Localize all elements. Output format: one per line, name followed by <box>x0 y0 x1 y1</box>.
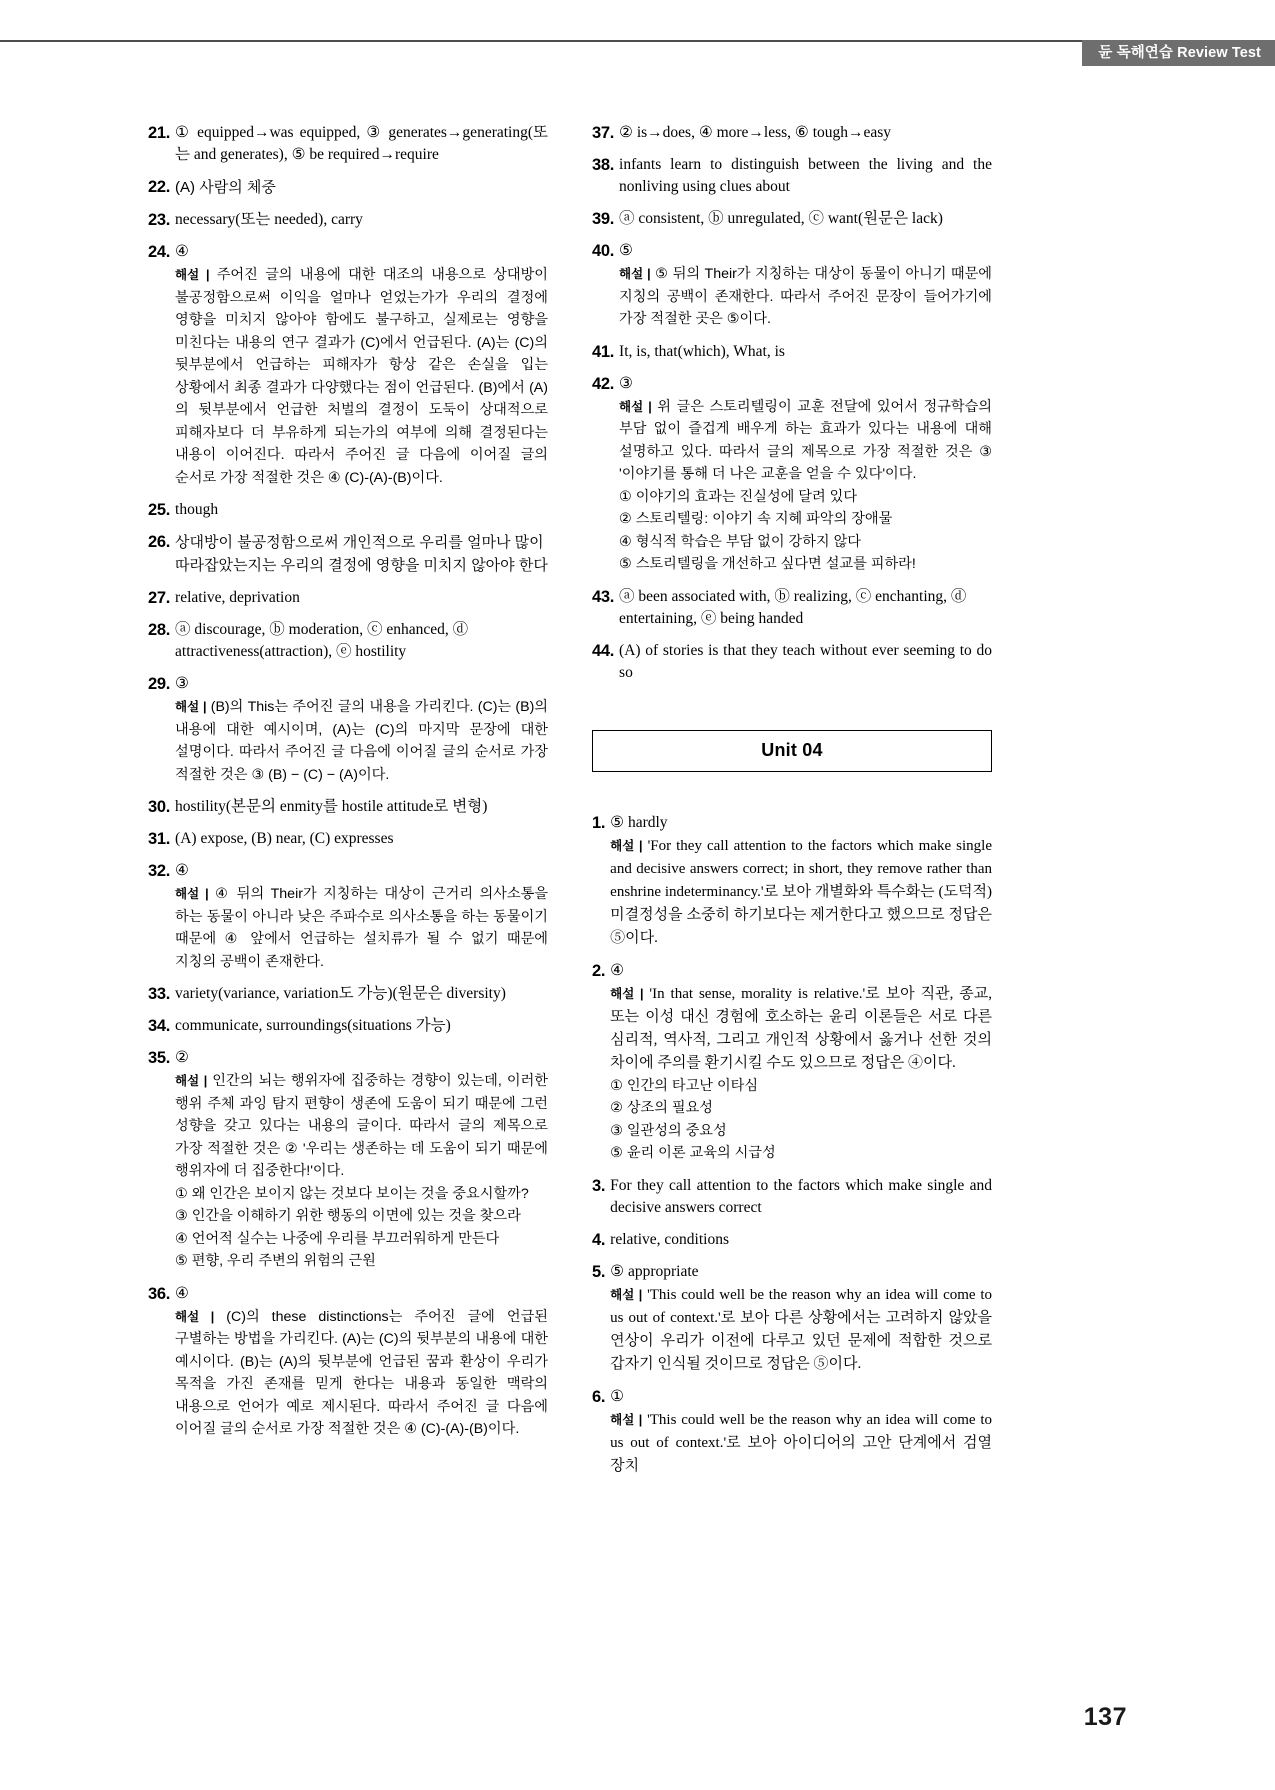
option-list <box>619 486 992 576</box>
answer-text: ③ <box>619 374 633 392</box>
answer-text: hostility(본문의 enmity를 hostile attitude로 변형) <box>175 798 488 815</box>
answer-text: ⓐ discourage, ⓑ moderation, ⓒ enhanced, ⓓ attractiveness(attraction), ⓔ hostility <box>175 621 469 660</box>
answer-text: For they call attention to the factors which make single and decisive answers correct <box>610 1176 992 1216</box>
answer-item-number: 40. <box>592 242 615 260</box>
answer-item-number: 29. <box>148 675 171 693</box>
explanation-block <box>175 264 548 489</box>
explanation-label: 해설 | <box>610 986 644 1001</box>
explanation-block <box>175 883 548 973</box>
content-columns <box>148 122 1128 1488</box>
answer-item-body <box>619 154 992 198</box>
answer-item-body <box>619 122 992 144</box>
left-column <box>148 122 548 1488</box>
right-column <box>592 122 992 1488</box>
answer-text: infants learn to distinguish between the living and the nonliving using clues about <box>619 156 992 195</box>
explanation-label: 해설 | <box>175 1309 215 1324</box>
explanation-block <box>175 696 548 786</box>
explanation-block <box>619 263 992 331</box>
answer-item-body <box>175 1047 548 1273</box>
option-list <box>175 1183 548 1273</box>
answer-item-body <box>175 209 548 231</box>
explanation-text: (B)의 This는 주어진 글의 내용을 가리킨다. (C)는 (B)의 내용에 대한 예시이며, (A)는 (C)의 마지막 문장에 대한 설명이다. 따라서 주어진 글 다음에 이어질 글의 순서로 가장 적절한 것은 ③ (B) − (C) − (A)이다. <box>175 699 548 783</box>
answer-text: though <box>175 501 219 518</box>
explanation-text: 'For they call attention to the factors which make single and decisive answers correct; in short, they remove rather than enshrine indeterminancy.'로 보아 개별화와 특수화는 (도덕적) 미결정성을 소중히 하기보다는 제거한다고 했으므로 정답은 ⑤이다. <box>610 837 992 946</box>
explanation-label: 해설 | <box>610 1412 643 1427</box>
unit-heading-box <box>592 730 992 772</box>
explanation-text: 인간의 뇌는 행위자에 집중하는 경향이 있는데, 이러한 행위 주체 과잉 탐지 편향이 생존에 도움이 되기 때문에 그런 성향을 갖고 있다는 내용의 글이다. 따라서 글의 제목으로 가장 적절한 것은 ② '우리는 생존하는 데 도움이 되기 때문에 행위자에 더 집중한다!'이다. <box>175 1073 548 1179</box>
answer-text: ① equipped→was equipped, ③ generates→generating(또는 and generates), ⑤ be required→require <box>175 124 548 163</box>
answer-item-number: 28. <box>148 621 171 639</box>
answer-item-body <box>619 586 992 630</box>
answer-text: ④ <box>610 961 625 979</box>
explanation-label: 해설 | <box>619 267 651 281</box>
option-item: ③ 인간을 이해하기 위한 행동의 이면에 있는 것을 찾으라 <box>175 1208 521 1224</box>
answer-item-body <box>619 208 992 230</box>
answer-item-number: 32. <box>148 862 171 880</box>
option-item: ⑤ 편향, 우리 주변의 위험의 근원 <box>175 1253 376 1269</box>
explanation-text: (C)의 these distinctions는 주어진 글에 언급된 구별하는 방법을 가리킨다. (A)는 (C)의 뒷부분의 내용에 대한 예시이다. (B)는 (A)의 뒷부분에 언급된 꿈과 환상이 우리가 목적을 가진 존재를 믿게 한다는 내용과 동일한 맥락의 내용으로 언어가 예로 제시된다. 따라서 주어진 글 다음에 이어질 글의 순서로 가장 적절한 것은 ④ (C)-(A)-(B)이다. <box>175 1308 548 1437</box>
option-item: ⑤ 스토리텔링을 개선하고 싶다면 설교를 피하라! <box>619 556 916 572</box>
answer-item-number: 41. <box>592 342 615 361</box>
answer-text: ④ <box>175 243 189 260</box>
explanation-label: 해설 | <box>175 268 210 282</box>
answer-item <box>592 1386 992 1478</box>
answer-text: ⓐ consistent, ⓑ unregulated, ⓒ want(원문은 lack) <box>619 210 943 227</box>
option-list <box>610 1075 992 1165</box>
answer-item-number: 38. <box>592 156 615 174</box>
answer-text: necessary(또는 needed), carry <box>175 211 363 228</box>
answer-item-body <box>175 619 548 663</box>
answer-text: ⑤ <box>619 242 633 259</box>
answer-item <box>148 587 548 609</box>
answer-item-body <box>175 587 548 609</box>
answer-item-body <box>175 531 548 577</box>
answer-item-number: 21. <box>148 124 171 142</box>
answer-item <box>592 154 992 198</box>
answer-text: relative, conditions <box>610 1230 729 1248</box>
answer-text: ④ <box>175 862 189 879</box>
explanation-block <box>610 1284 992 1376</box>
answer-item-body <box>610 1261 992 1376</box>
explanation-block <box>619 396 992 486</box>
answer-item-number: 39. <box>592 210 615 228</box>
answer-item-body <box>175 796 548 818</box>
answer-item-number: 27. <box>148 589 171 607</box>
option-item: ⑤ 윤리 이론 교육의 시급성 <box>610 1145 776 1161</box>
answer-item <box>592 1175 992 1219</box>
answer-item-number: 37. <box>592 124 615 142</box>
explanation-text: 위 글은 스토리텔링이 교훈 전달에 있어서 정규학습의 부담 없이 즐겁게 배우게 하는 효과가 있다는 내용에 대해 설명하고 있다. 따라서 글의 제목으로 가장 적절한 것은 ③ '이야기를 통해 더 나은 교훈을 얻을 수 있다'이다. <box>619 398 993 482</box>
option-item: ② 스토리텔링: 이야기 속 지혜 파악의 장애물 <box>619 511 893 527</box>
answer-item-body <box>175 860 548 973</box>
answer-item <box>592 341 992 363</box>
answer-item-number: 4. <box>592 1230 606 1249</box>
answer-item <box>592 1261 992 1376</box>
option-item: ① 인간의 타고난 이타심 <box>610 1077 759 1094</box>
answer-item <box>148 531 548 577</box>
answer-item <box>148 122 548 166</box>
answer-item-body <box>175 828 548 850</box>
answer-item-number: 2. <box>592 961 606 980</box>
explanation-text: 'This could well be the reason why an idea will come to us out of context.'로 보아 다른 상황에서는 고려하지 않았을 연상이 우리가 이전에 다루고 있던 문제에 적합한 것으로 갑자기 인식될 것이므로 정답은 ⑤이다. <box>610 1286 992 1372</box>
answer-item <box>592 122 992 144</box>
option-item: ④ 언어적 실수는 나중에 우리를 부끄러워하게 만든다 <box>175 1230 500 1247</box>
explanation-block <box>175 1070 548 1183</box>
answer-item <box>592 1229 992 1251</box>
answer-item-number: 43. <box>592 587 615 606</box>
answer-item-number: 44. <box>592 641 615 660</box>
answer-text: ⑤ hardly <box>610 813 668 831</box>
answer-item <box>148 983 548 1005</box>
answer-item-number: 30. <box>148 798 171 816</box>
answer-item-body <box>175 983 548 1005</box>
header-badge: 듄 독해연습 Review Test <box>1082 40 1275 66</box>
answer-text: ① <box>610 1387 625 1405</box>
answer-text: It, is, that(which), What, is <box>619 342 785 360</box>
answer-item-body <box>175 673 548 786</box>
explanation-label: 해설 | <box>619 399 652 414</box>
answer-item-body <box>175 241 548 489</box>
answer-item <box>148 673 548 786</box>
answer-item-body <box>619 640 992 684</box>
explanation-text: ④ 뒤의 Their가 지칭하는 대상이 근거리 의사소통을 하는 동물이 아니라 낮은 주파수로 의사소통을 하는 동물이기 때문에 ④ 앞에서 언급하는 설치류가 될 수 없기 때문에 지칭의 공백이 존재한다. <box>175 886 548 970</box>
answer-item <box>148 176 548 199</box>
answer-item <box>148 499 548 521</box>
answer-item <box>148 209 548 231</box>
answer-text: communicate, surroundings(situations 가능) <box>175 1017 451 1034</box>
explanation-label: 해설 | <box>175 887 209 901</box>
answer-item-number: 22. <box>148 178 171 196</box>
answer-item-number: 34. <box>148 1017 171 1035</box>
answer-item <box>592 812 992 950</box>
answer-item <box>592 640 992 684</box>
explanation-text: 주어진 글의 내용에 대한 대조의 내용으로 상대방이 불공정함으로써 이익을 얼마나 얻었는가가 우리의 결정에 영향을 미치지 않아야 함에도 불구하고, 실제로는 영향을 미친다는 내용의 연구 결과가 (C)에서 언급된다. (A)는 (C)의 뒷부분에서 언급하는 피해자가 항상 같은 손실을 입는 상황에서 최종 결과가 다양했다는 점이 언급된다. (B)에서 (A)의 뒷부분에서 언급한 처벌의 결정이 도둑이 상대적으로 피해자보다 더 부유하게 되는가의 여부에 의해 결정된다는 내용이 이어진다. 따라서 주어진 글 다음에 이어질 글의 순서로 가장 적절한 것은 ④ (C)-(A)-(B)이다. <box>175 267 549 486</box>
answer-text: ⑤ appropriate <box>610 1262 699 1280</box>
answer-item-number: 36. <box>148 1284 171 1303</box>
answer-item <box>148 1047 548 1273</box>
answer-text: (A) 사람의 체중 <box>175 179 276 196</box>
answer-item-number: 23. <box>148 211 171 229</box>
option-item: ① 이야기의 효과는 진실성에 달려 있다 <box>619 488 858 505</box>
explanation-label: 해설 | <box>175 700 207 714</box>
answer-text: relative, deprivation <box>175 589 300 606</box>
answer-item-number: 3. <box>592 1176 606 1195</box>
answer-item-number: 31. <box>148 830 171 848</box>
explanation-label: 해설 | <box>175 1074 208 1088</box>
answer-item-number: 6. <box>592 1387 606 1406</box>
page-header <box>0 0 1275 70</box>
answer-item-number: 35. <box>148 1049 171 1067</box>
explanation-block <box>175 1306 548 1441</box>
answer-text: 상대방이 불공정함으로써 개인적으로 우리를 얼마나 많이 따라잡았는지는 우리의 결정에 영향을 미치지 않아야 한다 <box>175 534 548 574</box>
answer-item-number: 5. <box>592 1262 606 1281</box>
answer-item-number: 42. <box>592 374 615 393</box>
answer-item-body <box>175 176 548 199</box>
explanation-block <box>610 983 992 1075</box>
page-number: 137 <box>1083 1703 1127 1731</box>
answer-text: variety(variance, variation도 가능)(원문은 diversity) <box>175 985 506 1002</box>
answer-item <box>592 960 992 1165</box>
explanation-text: ⑤ 뒤의 Their가 지칭하는 대상이 동물이 아니기 때문에 지칭의 공백이 존재한다. 따라서 주어진 문장이 들어가기에 가장 적절한 곳은 ⑤이다. <box>619 266 992 327</box>
explanation-text: 'This could well be the reason why an idea will come to us out of context.'로 보아 아이디어의 고안 단계에서 검열 장치 <box>610 1411 992 1474</box>
answer-text: (A) expose, (B) near, (C) expresses <box>175 830 394 847</box>
explanation-text: 'In that sense, morality is relative.'로 보아 직관, 종교, 또는 이성 대신 경험에 호소하는 윤리 이론들은 서로 다른 심리적, 역사적, 그리고 개인적 상황에서 옳거나 선한 것의 차이에 주의를 환기시킬 수도 있으므로 정답은 ④이다. <box>610 985 992 1071</box>
answer-item <box>592 373 992 576</box>
answer-item-body <box>175 1015 548 1037</box>
answer-item-number: 1. <box>592 813 606 832</box>
option-item: ③ 일관성의 중요성 <box>610 1122 727 1139</box>
answer-text: ③ <box>175 675 189 692</box>
answer-item <box>592 586 992 630</box>
option-item: ④ 형식적 학습은 부담 없이 강하지 않다 <box>619 533 861 550</box>
answer-item-body <box>619 373 992 576</box>
answer-text: ② is→does, ④ more→less, ⑥ tough→easy <box>619 124 892 141</box>
answer-item <box>148 619 548 663</box>
answer-item <box>148 860 548 973</box>
answer-item-body <box>619 240 992 331</box>
answer-item-body <box>610 1229 992 1251</box>
answer-item-body <box>610 960 992 1165</box>
answer-item-body <box>175 122 548 166</box>
option-item: ② 상조의 필요성 <box>610 1100 714 1116</box>
answer-item-number: 24. <box>148 243 171 261</box>
answer-item <box>592 208 992 230</box>
answer-item-body <box>175 499 548 521</box>
explanation-label: 해설 | <box>610 1287 643 1302</box>
answer-item-body <box>175 1283 548 1441</box>
explanation-label: 해설 | <box>610 838 643 853</box>
answer-item <box>148 1283 548 1441</box>
answer-item-body <box>610 1386 992 1478</box>
explanation-block <box>610 835 992 950</box>
option-item: ① 왜 인간은 보이지 않는 것보다 보이는 것을 중요시할까? <box>175 1185 529 1202</box>
answer-text: (A) of stories is that they teach without ever seeming to do so <box>619 641 992 681</box>
answer-item-body <box>610 812 992 950</box>
answer-item <box>148 241 548 489</box>
answer-item <box>148 796 548 818</box>
answer-item-number: 33. <box>148 985 171 1003</box>
answer-item-body <box>619 341 992 363</box>
answer-item-number: 26. <box>148 533 171 551</box>
answer-text: ② <box>175 1049 189 1066</box>
answer-item-number: 25. <box>148 501 171 519</box>
answer-item-body <box>610 1175 992 1219</box>
answer-text: ⓐ been associated with, ⓑ realizing, ⓒ enchanting, ⓓ entertaining, ⓔ being handed <box>619 587 967 627</box>
unit-heading-label: Unit 04 <box>761 740 823 760</box>
answer-item <box>148 1015 548 1037</box>
answer-item <box>148 828 548 850</box>
answer-text: ④ <box>175 1284 189 1302</box>
answer-item <box>592 240 992 331</box>
explanation-block <box>610 1409 992 1478</box>
